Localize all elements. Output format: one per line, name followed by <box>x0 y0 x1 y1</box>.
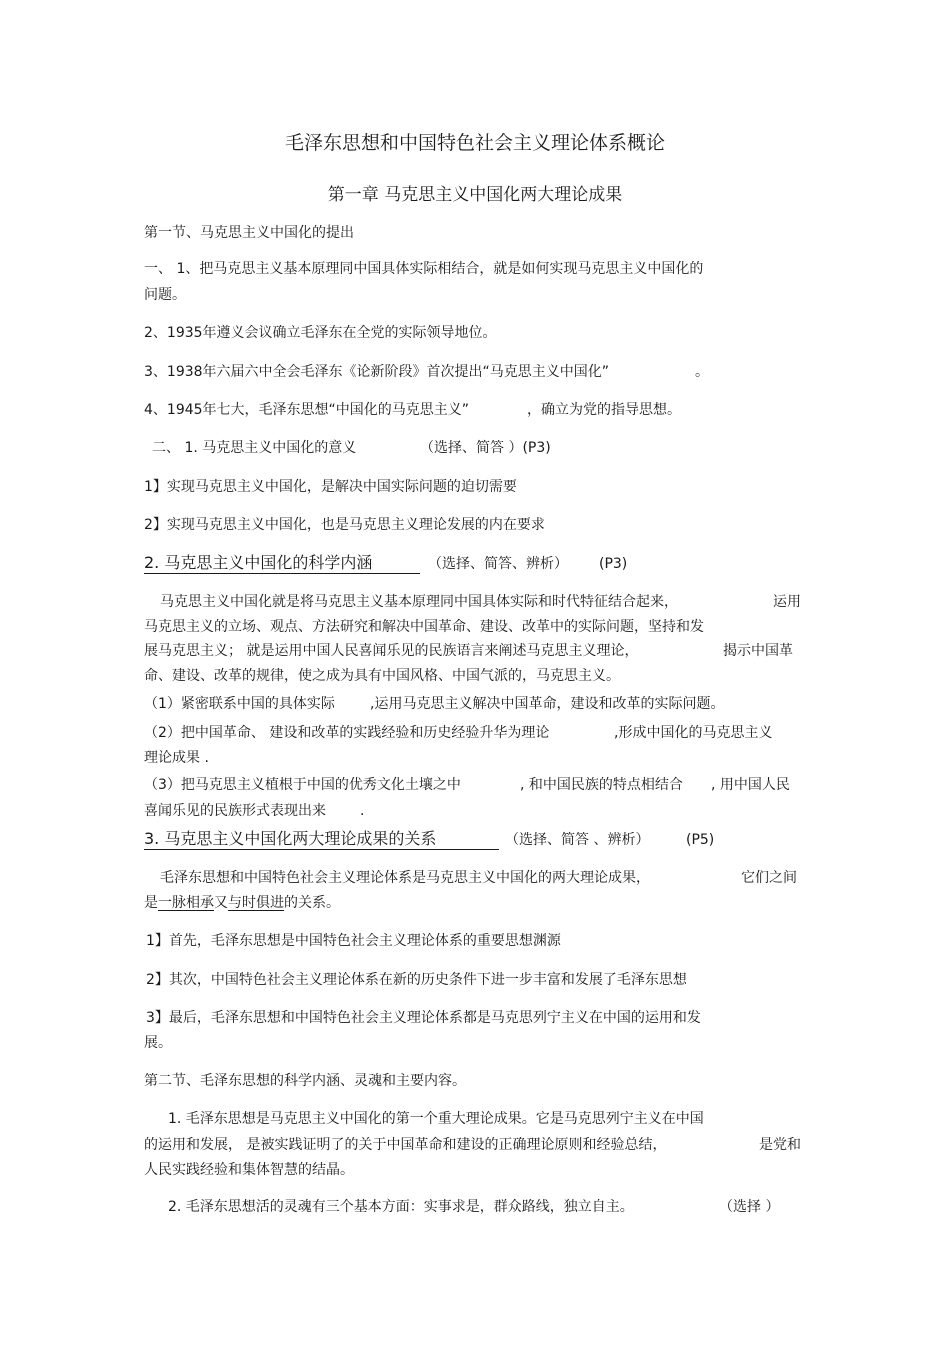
paragraph-line: 1. 毛泽东思想是马克思主义中国化的第一个重大理论成果。它是马克思列宁主义在中国 <box>168 1111 704 1127</box>
subsection-heading-underlined <box>144 553 420 574</box>
page-reference: (P3) <box>599 556 628 572</box>
list-item-fragment: . <box>360 803 365 819</box>
list-item-line: 展。 <box>144 1035 172 1051</box>
paragraph-line: 命、建设、改革的规律，使之成为具有中国风格、中国气派的，马克思主义。 <box>144 668 620 684</box>
paragraph-line: 3、1938年六届六中全会毛泽东《论新阶段》首次提出“马克思主义中国化” <box>144 364 610 380</box>
list-item-line: 理论成果 . <box>144 750 209 766</box>
paragraph-line <box>144 893 340 913</box>
paragraph-fragment: 运用 <box>773 594 801 610</box>
list-item-fragment: ,形成中国化的马克思主义 <box>614 725 773 741</box>
list-item: 1】首先，毛泽东思想是中国特色社会主义理论体系的重要思想渊源 <box>146 933 561 949</box>
paragraph-line: 4、1945年七大，毛泽东思想“中国化的马克思主义” <box>144 402 470 418</box>
paragraph-line: 一、 1、把马克思主义基本原理同中国具体实际相结合，就是如何实现马克思主义中国化的 <box>144 261 704 277</box>
paragraph-line: 马克思主义的立场、观点、方法研究和解决中国革命、建设、改革中的实际问题，坚持和发 <box>144 619 704 635</box>
heading-text: 3. 马克思主义中国化两大理论成果的关系 <box>144 829 499 850</box>
text-run: 的关系。 <box>284 895 340 911</box>
list-item-fragment: , 和中国民族的特点相结合 <box>520 777 683 793</box>
paragraph-fragment: 。 <box>695 364 709 380</box>
underlined-term: 一脉相承 <box>158 895 214 911</box>
underlined-term: 与时俱进 <box>228 895 284 911</box>
list-item-fragment: ,运用马克思主义解决中国革命，建设和改革的实际问题。 <box>370 696 725 712</box>
paragraph-fragment: 它们之间 <box>741 870 797 886</box>
list-item: 2】实现马克思主义中国化，也是马克思主义理论发展的内在要求 <box>144 517 545 533</box>
document-title: 毛泽东思想和中国特色社会主义理论体系概论 <box>284 132 665 154</box>
paragraph-fragment: 是党和 <box>759 1137 801 1153</box>
list-item: 3】最后，毛泽东思想和中国特色社会主义理论体系都是马克思列宁主义在中国的运用和发 <box>146 1010 701 1026</box>
paragraph-line: 马克思主义中国化就是将马克思主义基本原理同中国具体实际和时代特征结合起来， <box>160 594 678 610</box>
section-heading: 第一节、马克思主义中国化的提出 <box>144 225 354 241</box>
paragraph-line: 毛泽东思想和中国特色社会主义理论体系是马克思主义中国化的两大理论成果， <box>160 870 650 886</box>
list-item: （2）把中国革命、 建设和改革的实践经验和历史经验升华为理论 <box>144 725 550 741</box>
subsection-note: （选择、简答 、辨析） <box>505 832 650 848</box>
paragraph-fragment: ，确立为党的指导思想。 <box>527 402 681 418</box>
section-heading: 第二节、毛泽东思想的科学内涵、灵魂和主要内容。 <box>144 1073 466 1089</box>
text-run: 又 <box>214 895 228 911</box>
subsection-heading-underlined <box>144 829 499 850</box>
list-item: 1】实现马克思主义中国化，是解决中国实际问题的迫切需要 <box>144 479 517 495</box>
paragraph-fragment: （选择 ） <box>719 1199 780 1215</box>
subsection-note: （选择、简答 ）(P3) <box>420 440 551 456</box>
list-item: （3）把马克思主义植根于中国的优秀文化土壤之中 <box>144 777 461 793</box>
paragraph-fragment: 揭示中国革 <box>723 643 793 659</box>
text-run: 是 <box>144 895 158 911</box>
subsection-heading: 二、 1. 马克思主义中国化的意义 <box>152 440 357 456</box>
paragraph-line: 问题。 <box>144 287 186 303</box>
chapter-title: 第一章 马克思主义中国化两大理论成果 <box>327 185 623 205</box>
heading-text: 2. 马克思主义中国化的科学内涵 <box>144 553 420 574</box>
paragraph-line: 2、1935年遵义会议确立毛泽东在全党的实际领导地位。 <box>144 325 497 341</box>
list-item-fragment: , 用中国人民 <box>711 777 790 793</box>
subsection-note: （选择、简答、辨析） <box>428 556 568 572</box>
paragraph-line: 的运用和发展， 是被实践证明了的关于中国革命和建设的正确理论原则和经验总结， <box>144 1137 667 1153</box>
paragraph-line: 2. 毛泽东思想活的灵魂有三个基本方面：实事求是，群众路线，独立自主。 <box>168 1199 634 1215</box>
list-item-line: 喜闻乐见的民族形式表现出来 <box>144 803 326 819</box>
list-item: 2】其次，中国特色社会主义理论体系在新的历史条件下进一步丰富和发展了毛泽东思想 <box>146 972 687 988</box>
page-reference: (P5) <box>686 832 715 848</box>
list-item: （1）紧密联系中国的具体实际 <box>144 696 335 712</box>
paragraph-line: 展马克思主义； 就是运用中国人民喜闻乐见的民族语言来阐述马克思主义理论， <box>144 643 639 659</box>
paragraph-line: 人民实践经验和集体智慧的结晶。 <box>144 1162 354 1178</box>
